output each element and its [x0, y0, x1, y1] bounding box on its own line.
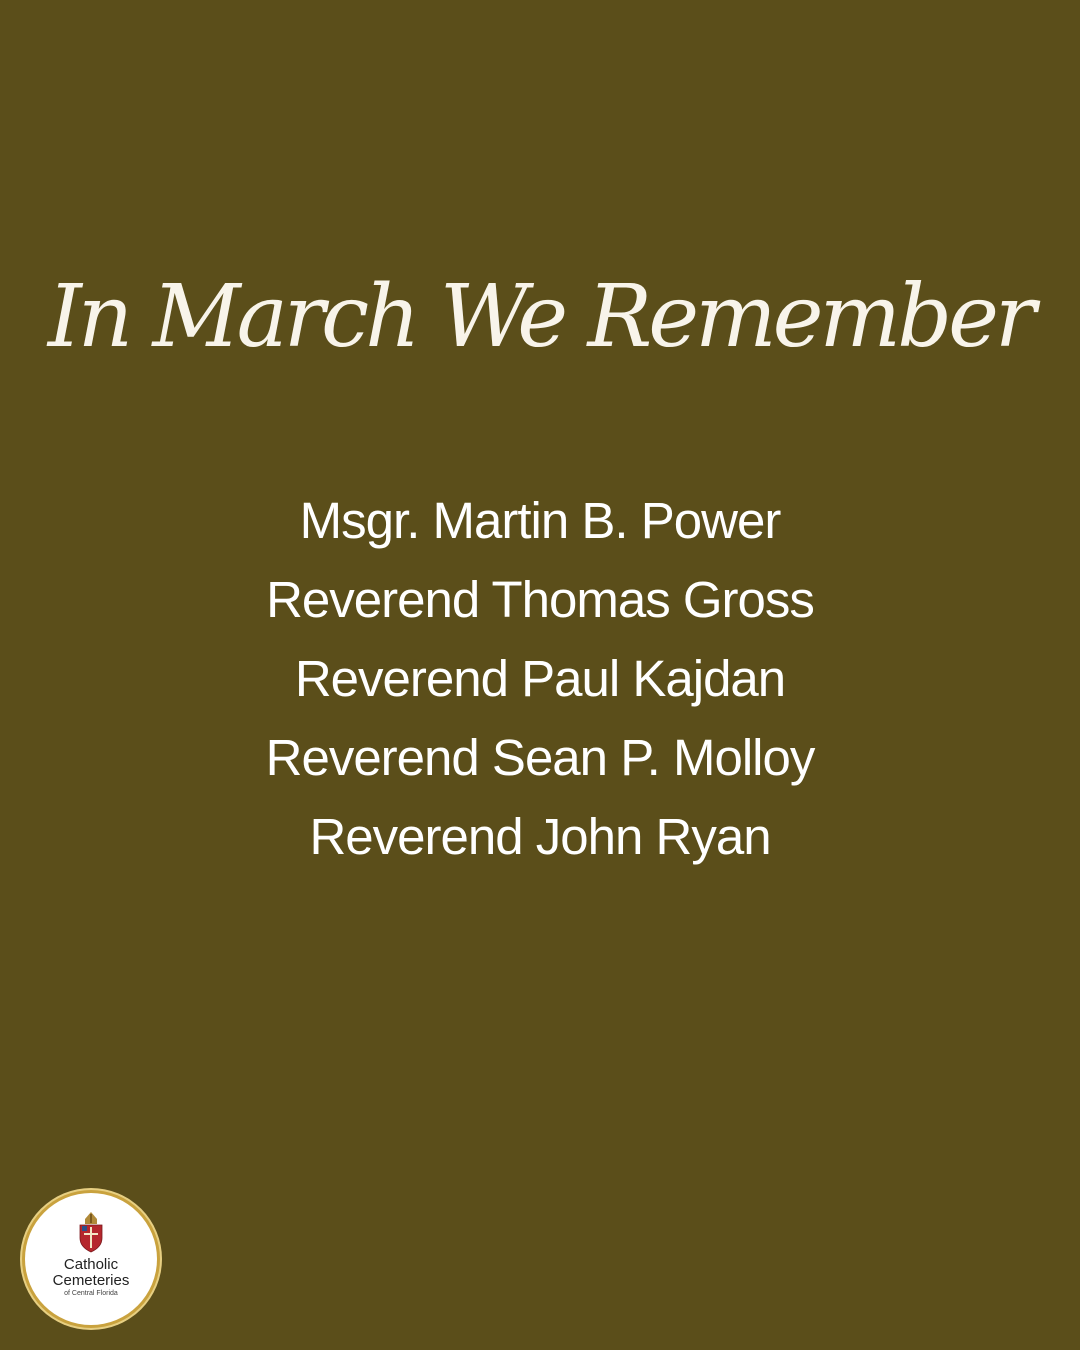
list-item: Reverend Sean P. Molloy	[265, 729, 815, 786]
list-item: Reverend Thomas Gross	[266, 571, 814, 628]
logo-line-cemeteries: Cemeteries	[52, 1272, 130, 1289]
list-item: Reverend John Ryan	[309, 808, 771, 865]
list-item: Reverend Paul Kajdan	[294, 650, 786, 707]
logo-line-location: of Central Florida	[64, 1290, 118, 1297]
list-item: Msgr. Martin B. Power	[299, 492, 781, 549]
diocese-crest-icon	[73, 1211, 109, 1253]
page-title: In March We Remember	[47, 267, 1033, 367]
catholic-cemeteries-logo	[25, 1193, 157, 1325]
remembered-names-list	[0, 481, 1080, 876]
logo-line-catholic: Catholic	[63, 1256, 119, 1273]
